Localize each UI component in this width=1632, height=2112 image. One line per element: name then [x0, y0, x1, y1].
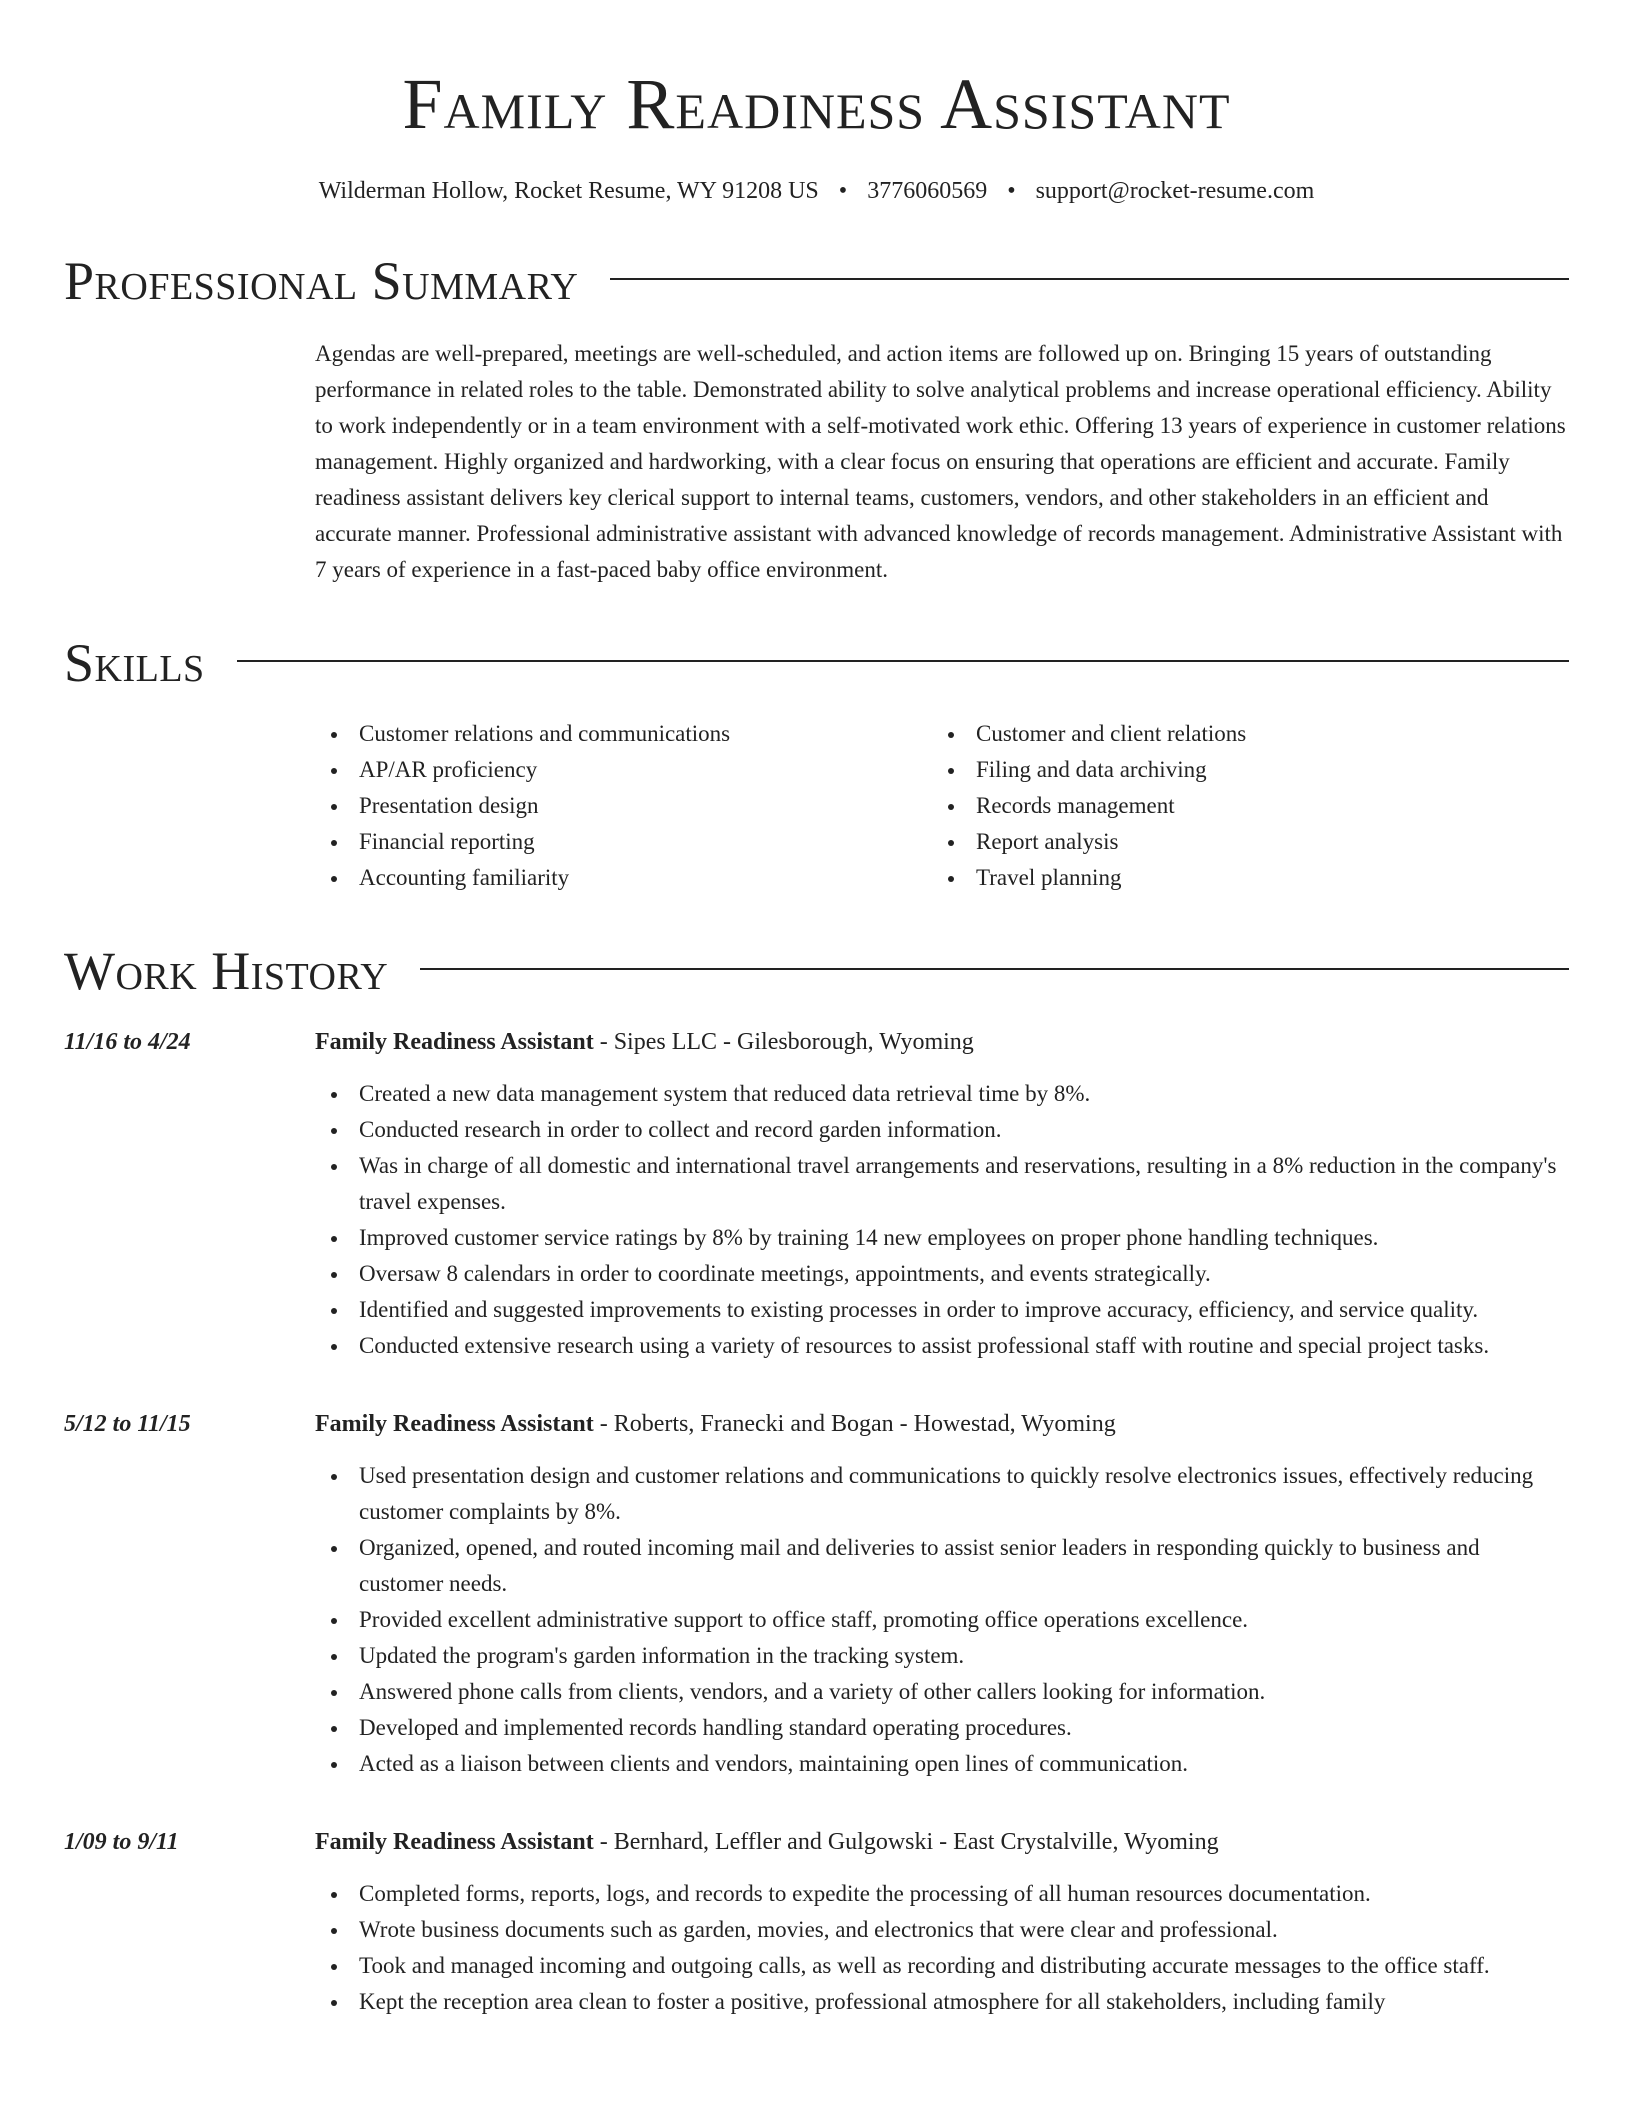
contact-phone: 3776060569 — [867, 178, 988, 204]
skill-item: Customer and client relations — [932, 716, 1549, 752]
section-title-skills: Skills — [64, 633, 205, 693]
job-bullet: Updated the program's garden information in the tracking system. — [315, 1638, 1569, 1674]
job-bullet: Used presentation design and customer relations and communications to quickly resolve electronics issues, effectively reducing customer complaints by 8%. — [315, 1458, 1569, 1530]
candidate-name: Family Readiness Assistant — [402, 64, 1231, 144]
contact-address: Wilderman Hollow, Rocket Resume, WY 91208 US — [318, 178, 819, 204]
job-bullet: Answered phone calls from clients, vendors, and a variety of other callers looking for information. — [315, 1674, 1569, 1710]
contact-separator: • — [1007, 178, 1016, 204]
job-body — [315, 1406, 1569, 1782]
job-title: Family Readiness Assistant — [315, 1029, 594, 1055]
section-title-summary: Professional Summary — [64, 251, 579, 311]
section-divider — [237, 660, 1569, 662]
section-header-skills — [64, 632, 1569, 694]
job-bullets — [315, 1876, 1569, 2020]
job-title: Family Readiness Assistant — [315, 1829, 594, 1855]
job-entry — [64, 1406, 1569, 1782]
section-title-work-history: Work History — [64, 941, 389, 1001]
section-header-summary — [64, 250, 1569, 312]
skill-item: Records management — [932, 788, 1549, 824]
skills-list — [315, 716, 1569, 896]
skill-item: Filing and data archiving — [932, 752, 1549, 788]
job-bullet: Acted as a liaison between clients and vendors, maintaining open lines of communication. — [315, 1746, 1569, 1782]
contact-line — [64, 176, 1569, 206]
job-title-line — [315, 1024, 1569, 1060]
skill-item: Accounting familiarity — [315, 860, 932, 896]
job-bullet: Improved customer service ratings by 8% by training 14 new employees on proper phone handling techniques. — [315, 1220, 1569, 1256]
skill-item: Report analysis — [932, 824, 1549, 860]
job-bullet: Created a new data management system that reduced data retrieval time by 8%. — [315, 1076, 1569, 1112]
job-bullet: Completed forms, reports, logs, and records to expedite the processing of all human resources documentation. — [315, 1876, 1569, 1912]
job-bullet: Conducted research in order to collect and record garden information. — [315, 1112, 1569, 1148]
job-body — [315, 1824, 1569, 2020]
section-divider — [610, 278, 1569, 280]
job-bullet: Oversaw 8 calendars in order to coordinate meetings, appointments, and events strategically. — [315, 1256, 1569, 1292]
job-title-line — [315, 1824, 1569, 1860]
job-company: - Bernhard, Leffler and Gulgowski - East Crystalville, Wyoming — [593, 1829, 1219, 1855]
job-company: - Sipes LLC - Gilesborough, Wyoming — [593, 1029, 974, 1055]
summary-text: Agendas are well-prepared, meetings are well-scheduled, and action items are followed up on. Bringing 15 years of outstanding performance in related roles to the table. Demonstrated ability to solve analytical problems and increase operational efficiency. Ability to work independently or in a team environment with a self-motivated work ethic. Offering 13 years of experience in customer relations management. Highly organized and hardworking, with a clear focus on ensuring that operations are efficient and accurate. Family readiness assistant delivers key clerical support to internal teams, customers, vendors, and other stakeholders in an efficient and accurate manner. Professional administrative assistant with advanced knowledge of records management. Administrative Assistant with 7 years of experience in a fast-paced baby office environment. — [315, 341, 1566, 582]
section-divider — [420, 968, 1569, 970]
job-company: - Roberts, Franecki and Bogan - Howestad, Wyoming — [593, 1411, 1116, 1437]
skills-column-right — [932, 716, 1549, 896]
contact-separator: • — [838, 178, 848, 204]
job-bullet: Provided excellent administrative support to office staff, promoting office operations excellence. — [315, 1602, 1569, 1638]
job-bullets — [315, 1458, 1569, 1782]
skill-item: Customer relations and communications — [315, 716, 932, 752]
job-title-line — [315, 1406, 1569, 1442]
job-dates: 11/16 to 4/24 — [64, 1029, 191, 1055]
skill-item: Financial reporting — [315, 824, 932, 860]
job-bullets — [315, 1076, 1569, 1364]
job-body — [315, 1024, 1569, 1364]
job-dates: 5/12 to 11/15 — [64, 1411, 191, 1437]
job-entry — [64, 1824, 1569, 2020]
skill-item: Presentation design — [315, 788, 932, 824]
job-entry — [64, 1024, 1569, 1364]
job-bullet: Took and managed incoming and outgoing calls, as well as recording and distributing accurate messages to the office staff. — [315, 1948, 1569, 1984]
job-bullet: Organized, opened, and routed incoming mail and deliveries to assist senior leaders in responding quickly to business and customer needs. — [315, 1530, 1569, 1602]
job-bullet: Developed and implemented records handling standard operating procedures. — [315, 1710, 1569, 1746]
job-title: Family Readiness Assistant — [315, 1411, 594, 1437]
job-bullet: Wrote business documents such as garden, movies, and electronics that were clear and professional. — [315, 1912, 1569, 1948]
job-bullet: Conducted extensive research using a variety of resources to assist professional staff with routine and special project tasks. — [315, 1328, 1569, 1364]
job-dates: 1/09 to 9/11 — [64, 1829, 179, 1855]
skills-column-left — [315, 716, 932, 896]
section-header-work-history — [64, 940, 1569, 1002]
skill-item: AP/AR proficiency — [315, 752, 932, 788]
contact-email: support@rocket-resume.com — [1035, 178, 1315, 204]
job-bullet: Was in charge of all domestic and international travel arrangements and reservations, resulting in a 8% reduction in the company's travel expenses. — [315, 1148, 1569, 1220]
job-bullet: Kept the reception area clean to foster a positive, professional atmosphere for all stakeholders, including family — [315, 1984, 1569, 2020]
skill-item: Travel planning — [932, 860, 1549, 896]
job-bullet: Identified and suggested improvements to existing processes in order to improve accuracy, efficiency, and service quality. — [315, 1292, 1569, 1328]
